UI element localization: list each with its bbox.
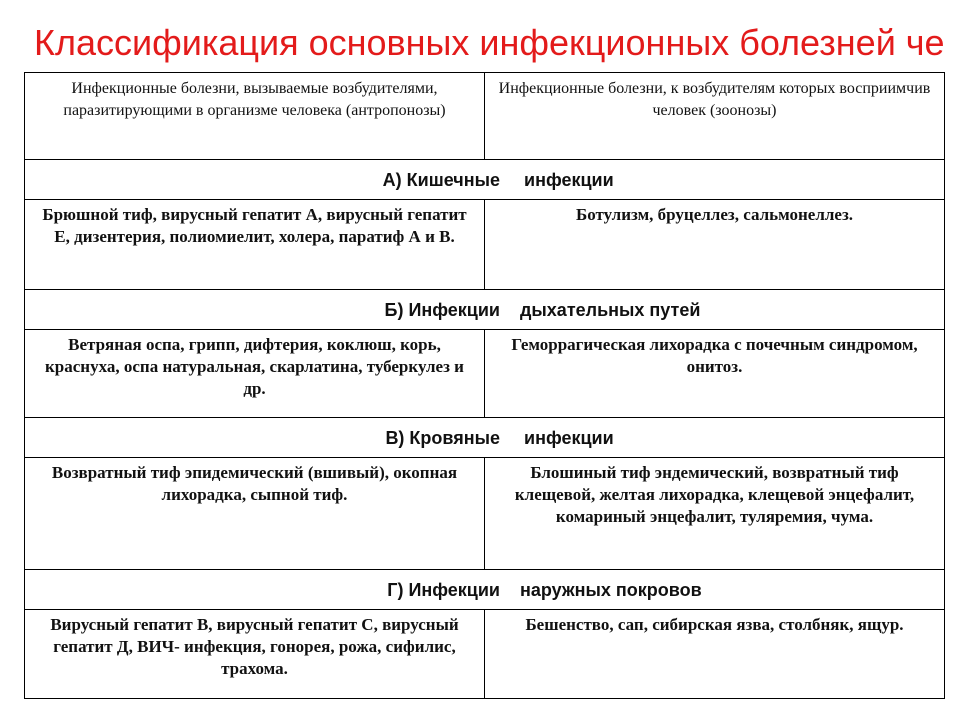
classification-table (24, 72, 945, 699)
anthroponoses-cell: Ветряная оспа, грипп, дифтерия, коклюш, корь, краснуха, оспа натуральная, скарлатина, туберкулез и др. (25, 330, 485, 418)
slide-title: Классификация основных инфекционных болезней че (34, 22, 945, 63)
zoonoses-cell: Блошиный тиф эндемический, возвратный тиф клещевой, желтая лихорадка, клещевой энцефалит, комариный энцефалит, туляремия, чума. (485, 458, 945, 570)
section-row-skin (25, 570, 945, 610)
section-heading (25, 290, 945, 330)
anthroponoses-cell: Брюшной тиф, вирусный гепатит А, вирусный гепатит Е, дизентерия, полиомиелит, холера, паратиф А и В. (25, 200, 485, 290)
section-label-prefix: В) Кровяные (385, 427, 500, 448)
section-label-prefix: А) Кишечные (382, 169, 500, 190)
section-row-blood (25, 418, 945, 458)
section-label-prefix: Б) Инфекции (384, 299, 500, 320)
section-label-suffix: наружных покровов (520, 579, 702, 600)
anthroponoses-cell: Вирусный гепатит В, вирусный гепатит С, вирусный гепатит Д, ВИЧ- инфекция, гонорея, рожа, сифилис, трахома. (25, 610, 485, 699)
section-row-intestinal (25, 160, 945, 200)
zoonoses-cell: Геморрагическая лихорадка с почечным синдромом, онитоз. (485, 330, 945, 418)
header-row (25, 73, 945, 160)
header-anthroponoses: Инфекционные болезни, вызываемые возбудителями, паразитирующими в организме человека (антропонозы) (25, 73, 485, 160)
header-zoonoses: Инфекционные болезни, к возбудителям которых восприимчив человек (зоонозы) (485, 73, 945, 160)
table-row (25, 610, 945, 699)
section-label-suffix: инфекции (524, 427, 614, 448)
anthroponoses-cell: Возвратный тиф эпидемический (вшивый), окопная лихорадка, сыпной тиф. (25, 458, 485, 570)
table-row (25, 200, 945, 290)
zoonoses-cell: Ботулизм, бруцеллез, сальмонеллез. (485, 200, 945, 290)
section-heading (25, 418, 945, 458)
section-label-prefix: Г) Инфекции (387, 579, 500, 600)
table-row (25, 458, 945, 570)
section-label-suffix: дыхательных путей (520, 299, 701, 320)
section-label-suffix: инфекции (524, 169, 614, 190)
section-heading (25, 160, 945, 200)
table-row (25, 330, 945, 418)
classification-table-wrapper (24, 72, 944, 699)
section-row-respiratory (25, 290, 945, 330)
zoonoses-cell: Бешенство, сап, сибирская язва, столбняк, ящур. (485, 610, 945, 699)
section-heading (25, 570, 945, 610)
